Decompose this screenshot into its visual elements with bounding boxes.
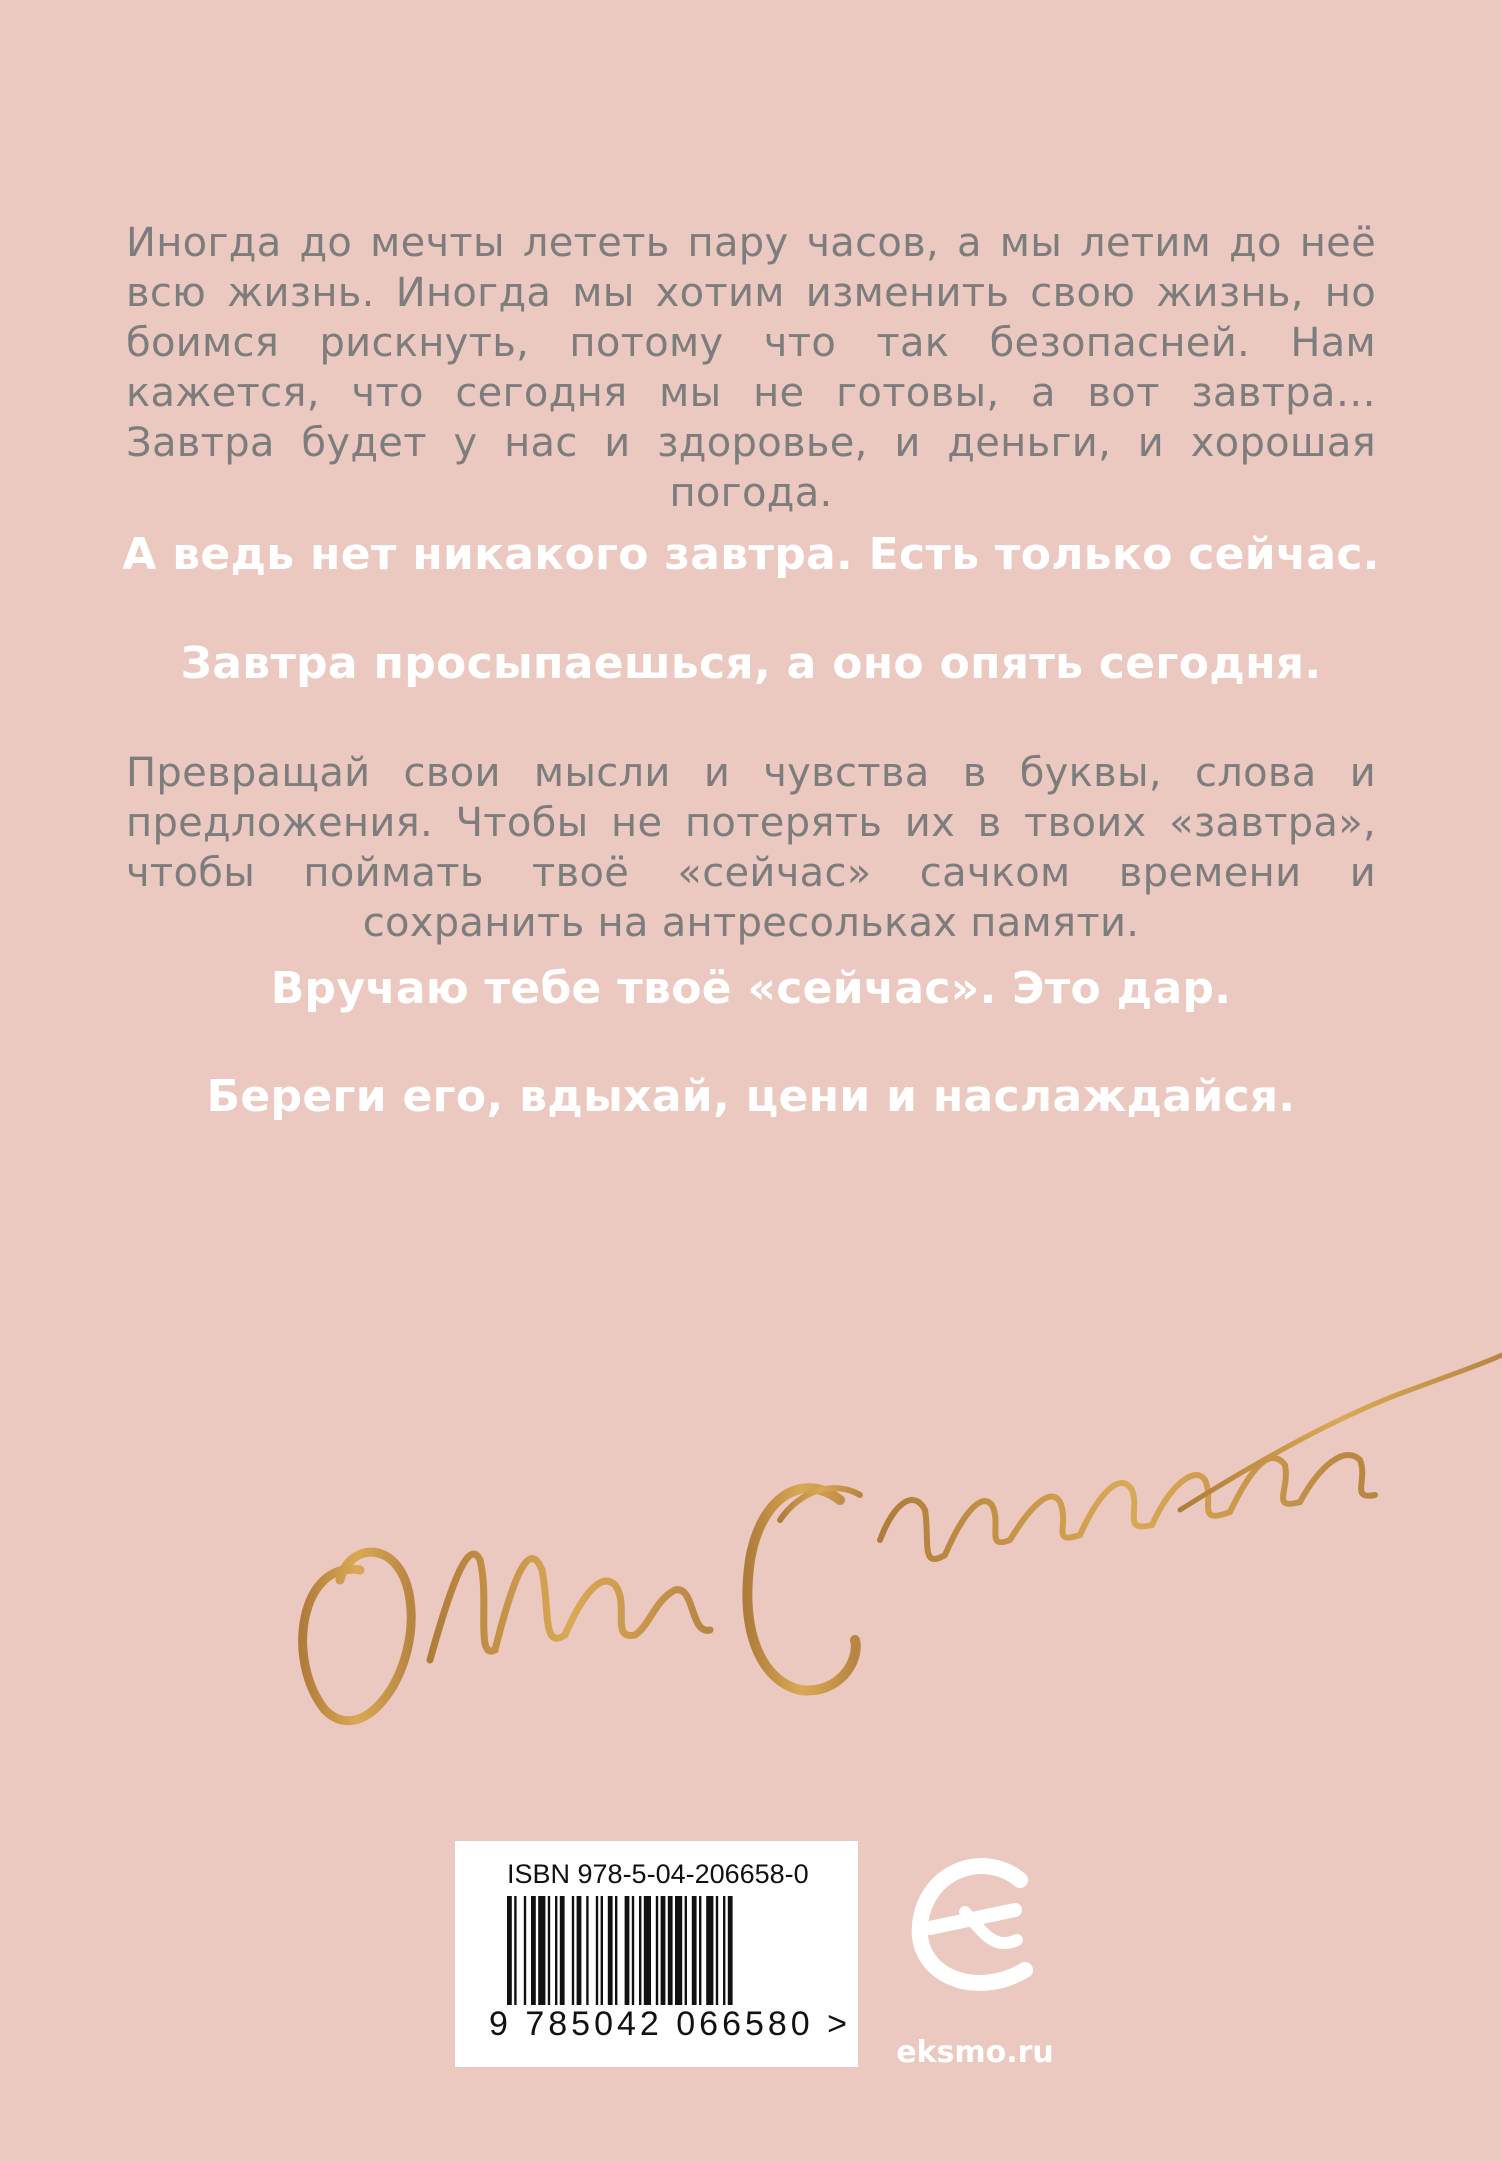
isbn-number: ISBN 978-5-04-206658-0 [507, 1859, 809, 1889]
highlight-line-3: Вручаю тебе твоё «сейчас». Это дар. [270, 963, 1232, 1014]
highlight-line-1: А ведь нет никакого завтра. Есть только сейчас. [122, 529, 1380, 580]
barcode-label [455, 1841, 858, 2067]
publisher-site: eksmo.ru [896, 2035, 1054, 2070]
barcode-digits: 9 785042 066580 > [485, 2005, 855, 2044]
eksmo-logo-icon [905, 1850, 1045, 2000]
advice-paragraph: Превращай свои мысли и чувства в буквы, слова и предложения. Чтобы не потерять их в твоих «завтра», чтобы поймать твоё «сейчас» сачком времени и сохранить на антресольках памяти. [126, 750, 1376, 946]
highlight-line-2: Завтра просыпаешься, а оно опять сегодня. [180, 638, 1322, 689]
intro-paragraph: Иногда до мечты лететь пару часов, а мы летим до неё всю жизнь. Иногда мы хотим изменить свою жизнь, но боимся рискнуть, потому что так безопасней. Нам кажется, что сегодня мы не готовы, а вот завтра… Завтра будет у нас и здоровье, и деньги, и хорошая погода. [126, 220, 1376, 516]
highlight-line-4: Береги его, вдыхай, цени и наслаждайся. [206, 1071, 1296, 1122]
author-signature [280, 1240, 1502, 1760]
